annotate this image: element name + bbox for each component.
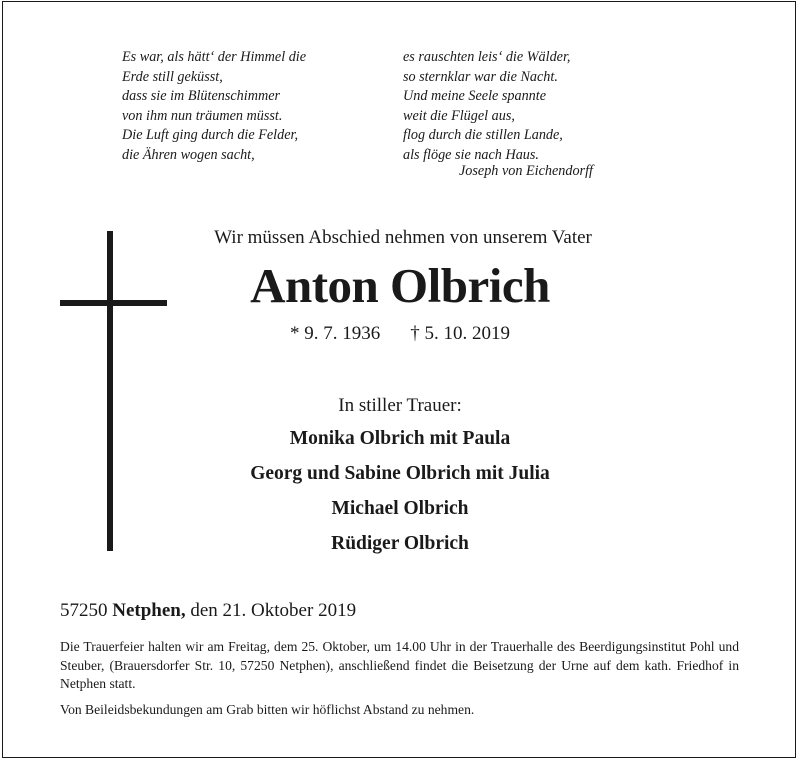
poem-line: so sternklar war die Nacht. [403,68,558,85]
poem-line: Es war, als hätt‘ der Himmel die [122,49,307,65]
town: Netphen, [112,600,186,621]
birth-date: * 9. 7. 1936 [290,323,381,344]
poem-line: es rauschten leis‘ die Wälder, [403,49,571,65]
mourning-heading: In stiller Trauer: [338,395,462,416]
poem-line: Und meine Seele spannte [403,88,547,104]
deceased-name-text: Anton Olbrich [250,258,550,313]
mourner-name: Georg und Sabine Olbrich mit Julia [250,463,550,484]
death-date: † 5. 10. 2019 [410,323,510,344]
poem-line: dass sie im Blütenschimmer [122,88,281,104]
place-date-line [60,600,356,622]
poem-author: Joseph von Eichendorff [459,163,593,179]
notice-date: den 21. Oktober 2019 [190,600,357,621]
poem-line: Die Luft ging durch die Felder, [122,127,299,143]
poem-line: die Ähren wogen sacht, [122,146,255,163]
poem-right-column [403,48,570,165]
postcode: 57250 [60,600,108,621]
mourner-name: Rüdiger Olbrich [331,533,469,554]
funeral-details [60,638,739,719]
poem-line: Erde still geküsst, [122,68,223,85]
poem-left-column [122,48,306,165]
deceased-name [0,257,800,314]
poem-line: weit die Flügel aus, [403,107,515,124]
condolence-paragraph: Von Beileidsbekundungen am Grab bitten wir höflichst Abstand zu nehmen. [60,701,475,717]
mourner-name: Michael Olbrich [331,498,469,519]
poem-line: flog durch die stillen Lande, [403,127,563,143]
funeral-paragraph: Die Trauerfeier halten wir am Freitag, dem 25. Oktober, um 14.00 Uhr in der Trauerhalle des Beerdigungsinstitut Pohl und Steuber, (Brauersdorfer Str. 10, 57250 Netphen), anschließend findet die Beisetzung der Urne auf dem kath. Friedhof in Netphen statt. [60,639,739,691]
intro-text: Wir müssen Abschied nehmen von unserem Vater [214,227,592,248]
mourner-name: Monika Olbrich mit Paula [289,428,511,449]
poem-line: von ihm nun träumen müsst. [122,107,283,124]
poem-line: als flöge sie nach Haus. [403,146,539,163]
intro-line [0,227,800,249]
life-dates [0,323,800,345]
